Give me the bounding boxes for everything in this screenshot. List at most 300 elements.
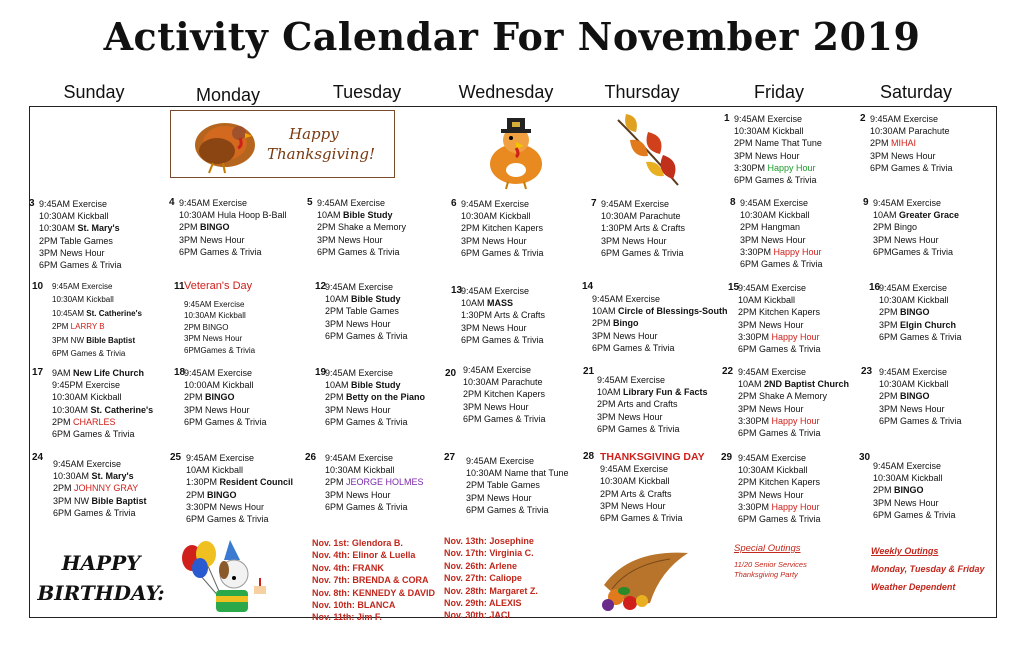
activity-text: 3PM News Hour (601, 235, 667, 246)
activity-text: 3PM News Hour (317, 234, 383, 245)
activity-text: 2PM (186, 489, 208, 500)
activity-line (597, 374, 708, 386)
day-number: 10 (32, 281, 44, 292)
activity-text: 10AM (461, 298, 488, 309)
activity-line (463, 401, 546, 413)
birthday-list-2 (444, 535, 538, 622)
day-header-saturday: Saturday (879, 82, 953, 102)
activity-line (738, 319, 821, 331)
activity-text: 10:30AM Kickball (600, 476, 670, 487)
activity-highlight: Happy Hour (767, 162, 816, 173)
activity-line (184, 310, 255, 322)
activity-line (738, 331, 821, 343)
activity-highlight: JEORGE HOLMES (346, 477, 424, 488)
activity-line (600, 512, 705, 524)
activity-line (601, 222, 685, 234)
birthday-entry: Nov. 8th: KENNEDY & DAVID (312, 587, 436, 598)
activity-line (601, 235, 685, 247)
activity-line (317, 209, 406, 221)
activity-text: 10:30AM Kickball (461, 211, 531, 222)
day-number: 22 (722, 366, 734, 377)
activity-text: 6PM Games & Trivia (39, 260, 122, 271)
activity-text: 3PM News Hour (179, 234, 245, 245)
activity-line (39, 222, 122, 234)
activity-highlight: BINGO (900, 307, 930, 318)
activity-line (873, 484, 956, 496)
activity-text: 3PM News Hour (184, 404, 250, 415)
activity-text: 10:30AM Kickball (52, 392, 122, 403)
activity-text: 6PM Games & Trivia (463, 413, 546, 424)
activity-highlight: BINGO (207, 489, 237, 500)
activity-line (184, 416, 267, 428)
activity-text: 10AM Kickball (738, 295, 796, 306)
activity-line (879, 378, 962, 390)
activity-text: 9:45AM Exercise (601, 199, 670, 209)
holiday-label: Veteran's Day (184, 280, 253, 292)
activity-line (317, 246, 406, 258)
activity-text: 6PM Games & Trivia (597, 423, 680, 434)
activity-line (39, 210, 122, 222)
activity-line (873, 234, 959, 246)
day-number: 13 (451, 285, 463, 296)
activity-line (879, 331, 962, 343)
activity-text: 2PM BINGO (184, 322, 229, 332)
activity-line (461, 247, 544, 259)
activity-line (740, 221, 823, 233)
activity-text: 3PM News Hour (738, 403, 804, 414)
activity-line (466, 467, 569, 479)
activity-line (601, 210, 685, 222)
activity-text: 6PM Games & Trivia (870, 162, 953, 173)
activity-line (592, 293, 728, 305)
activity-line (179, 246, 287, 258)
activity-line (184, 367, 267, 379)
activity-text: 9:45AM Exercise (600, 464, 669, 475)
activity-line (186, 452, 293, 464)
activity-text: 9:45AM Exercise (879, 367, 948, 377)
day-number: 7 (591, 198, 597, 209)
activity-highlight: MASS (487, 298, 514, 309)
activity-text: 2PM Hangman (740, 222, 801, 233)
activity-text: 3PM News Hour (879, 403, 945, 414)
activity-text: 9:45AM Exercise (734, 114, 803, 124)
birthday-list-1 (312, 537, 435, 624)
activity-highlight: Library Fun & Facts (623, 387, 708, 398)
activity-text: 3PM News Hour (597, 411, 663, 422)
activity-line (740, 197, 823, 209)
activity-text: 2PM (879, 307, 901, 318)
activity-line (738, 403, 849, 415)
day-number: 8 (730, 197, 736, 208)
day-number: 27 (444, 452, 456, 463)
activity-line (600, 475, 705, 487)
day-number: 23 (861, 366, 873, 377)
activity-text: 6PM Games & Trivia (734, 175, 817, 186)
activity-text: 3PM NW (53, 495, 92, 506)
activity-highlight: St. Catherine's (86, 308, 142, 318)
activity-line (325, 452, 424, 464)
activity-text: 10:30AM Kickball (879, 379, 949, 390)
activity-line (52, 404, 153, 416)
activity-line (600, 500, 705, 512)
activity-line (879, 294, 962, 306)
activity-line (186, 464, 293, 476)
day-cell-20 (445, 364, 546, 425)
activity-line (597, 386, 708, 398)
day-number: 2 (860, 113, 866, 124)
activity-text: 3PM News Hour (39, 247, 105, 258)
activity-text: 3PM News Hour (873, 234, 939, 245)
activity-text: 6PMGames & Trivia (873, 246, 954, 257)
activity-line (53, 482, 147, 494)
day-number: 29 (721, 452, 733, 463)
activity-line (325, 367, 425, 379)
activity-line (184, 404, 267, 416)
activity-text: 6PM Games & Trivia (740, 259, 823, 270)
day-header-sunday: Sunday (63, 82, 125, 102)
activity-line (734, 125, 822, 137)
activity-text: 10:30AM Kickball (740, 210, 810, 221)
activity-line (461, 222, 544, 234)
day-number: 18 (174, 367, 186, 378)
day-cell-22 (722, 366, 850, 439)
day-cell-26 (305, 452, 424, 513)
activity-text: 6PM Games & Trivia (466, 504, 549, 515)
activity-text: 6PMGames & Trivia (184, 345, 256, 355)
day-header-tuesday: Tuesday (332, 82, 402, 102)
special-outings-line1: 11/20 Senior Services (734, 560, 807, 569)
activity-line (317, 221, 406, 233)
activity-text: 10AM (738, 379, 765, 390)
activity-text: 10AM (597, 387, 624, 398)
activity-text: 10:30AM (39, 223, 78, 234)
activity-text: 2PM (325, 477, 347, 488)
activity-text: 9:45PM Exercise (52, 380, 121, 391)
activity-text: 6PM Games & Trivia (879, 331, 962, 342)
activity-text: 10:30AM Kickball (879, 295, 949, 306)
day-number: 1 (724, 113, 730, 124)
day-number: 12 (315, 281, 327, 292)
activity-text: 2PM (53, 483, 75, 494)
activity-text: 9:45AM Exercise (184, 299, 245, 309)
activity-line (52, 334, 142, 347)
day-number: 28 (583, 451, 595, 462)
pilgrim-turkey-icon (480, 112, 552, 190)
activity-text: 9:45AM Exercise (186, 453, 255, 463)
birthday-dog-balloons-icon (180, 538, 280, 618)
birthday-entry: Nov. 11th: Jim F. (312, 612, 382, 623)
day-cell-24 (32, 452, 147, 519)
activity-text: 2PM (873, 485, 895, 496)
activity-line (466, 504, 569, 516)
activity-line (873, 209, 959, 221)
birthday-entry: Nov. 17th: Virginia C. (444, 548, 534, 559)
activity-line (186, 513, 293, 525)
birthday-entry: Nov. 30th: JACI (444, 610, 510, 621)
activity-line (734, 174, 822, 186)
activity-line (870, 113, 953, 125)
activity-text: 9:45AM Exercise (873, 461, 942, 471)
activity-text: 6PM Games & Trivia (179, 246, 262, 257)
day-cell-9 (863, 197, 960, 258)
activity-text: 3PM News Hour (325, 404, 391, 415)
birthday-entry: Nov. 1st: Glendora B. (312, 538, 403, 548)
activity-highlight: Circle of Blessings-South (618, 306, 728, 317)
activity-line (873, 221, 959, 233)
activity-text: 2PM Kitchen Kapers (738, 477, 821, 488)
activity-text: 10:30AM (52, 404, 91, 415)
activity-text: 3:30PM (738, 501, 772, 512)
activity-highlight: Betty on the Piano (346, 392, 426, 403)
birthday-entry: Nov. 26th: Arlene (444, 560, 518, 571)
activity-line (461, 322, 545, 334)
day-number: 5 (307, 197, 313, 208)
activity-line (738, 501, 821, 513)
activity-text: 3PM News Hour (325, 318, 391, 329)
day-cell-2 (860, 113, 953, 174)
activity-text: 9:45AM Exercise (738, 367, 807, 377)
activity-text: 2PM Bingo (873, 222, 918, 233)
activity-line (461, 198, 544, 210)
activity-text: 6PM Games & Trivia (738, 514, 821, 525)
activity-text: 9:45AM Exercise (325, 282, 394, 292)
activity-line (39, 259, 122, 271)
activity-text: 6PM Games & Trivia (52, 429, 135, 440)
activity-text: 6PM Games & Trivia (738, 428, 821, 439)
activity-text: 10AM (592, 306, 619, 317)
activity-text: 6PM Games & Trivia (325, 416, 408, 427)
special-outings-heading: Special Outings (734, 543, 801, 554)
activity-line (53, 495, 147, 507)
activity-text: 10:30AM Hula Hoop B-Ball (179, 210, 287, 221)
activity-text: 9:45AM Exercise (873, 198, 942, 208)
day-number: 30 (859, 452, 871, 463)
activity-highlight: Bible Baptist (86, 335, 136, 345)
activity-line (52, 280, 142, 293)
day-cell-11 (174, 280, 256, 357)
activity-line (184, 299, 255, 311)
activity-text: 10:45AM (52, 308, 87, 318)
activity-text: 6PM Games & Trivia (317, 246, 400, 257)
activity-line (461, 235, 544, 247)
activity-line (734, 137, 822, 149)
activity-text: 9:45AM Exercise (184, 368, 253, 378)
happy-birthday-line1: HAPPY (61, 551, 141, 575)
activity-line (53, 470, 147, 482)
activity-text: 2PM Arts & Crafts (600, 488, 672, 499)
activity-text: 9:45AM Exercise (879, 283, 948, 293)
activity-line (879, 319, 962, 331)
activity-text: 10:30AM Parachute (463, 377, 543, 388)
day-cell-13 (451, 285, 546, 346)
activity-text: 2PM Table Games (466, 480, 540, 491)
day-number: 19 (315, 367, 327, 378)
activity-text: 10:30AM Name that Tune (466, 468, 569, 479)
day-cell-6 (451, 198, 544, 259)
activity-text: 9:45AM Exercise (466, 456, 535, 466)
day-number: 20 (445, 368, 457, 379)
activity-highlight: CHARLES (73, 416, 116, 427)
activity-line (317, 234, 406, 246)
activity-text: 2PM (52, 416, 74, 427)
activity-text: 10AM (317, 210, 344, 221)
activity-line (325, 464, 424, 476)
weekly-outings-line2: Weather Dependent (871, 582, 956, 592)
activity-line (52, 416, 153, 428)
activity-highlight: BINGO (200, 222, 230, 233)
activity-line (463, 376, 546, 388)
activity-line (879, 282, 962, 294)
activity-line (53, 458, 147, 470)
birthday-entry: Nov. 7th: BRENDA & CORA (312, 575, 429, 586)
day-number: 14 (582, 281, 594, 292)
activity-highlight: Greater Grace (899, 210, 960, 221)
activity-line (597, 423, 708, 435)
activity-line (740, 258, 823, 270)
activity-text: 6PM Games & Trivia (52, 349, 126, 359)
day-cell-25 (170, 452, 294, 525)
day-cell-3 (29, 198, 122, 271)
activity-text: 2PM (870, 138, 892, 149)
activity-line (597, 398, 708, 410)
day-number: 4 (169, 197, 175, 208)
activity-line (600, 463, 705, 475)
activity-highlight: Elgin Church (900, 319, 957, 330)
activity-highlight: Resident Council (219, 477, 294, 488)
activity-line (184, 333, 255, 345)
activity-line (740, 246, 823, 258)
activity-text: 3:30PM (734, 162, 768, 173)
day-cell-15 (728, 282, 821, 355)
activity-text: 6PM Games & Trivia (738, 344, 821, 355)
activity-line (734, 150, 822, 162)
activity-line (738, 378, 849, 390)
activity-text: 6PM Games & Trivia (184, 416, 267, 427)
activity-line (738, 294, 821, 306)
activity-text: 2PM Kitchen Kapers (461, 223, 544, 234)
activity-line (325, 318, 408, 330)
activity-line (738, 513, 821, 525)
activity-highlight: St. Catherine's (90, 404, 154, 415)
activity-text: 2PM Table Games (39, 235, 113, 246)
activity-line (325, 330, 408, 342)
activity-text: 3PM News Hour (734, 150, 800, 161)
activity-line (738, 464, 821, 476)
weekly-outings (871, 542, 985, 596)
activity-line (52, 391, 153, 403)
special-outings-line2: Thanksgiving Party (734, 570, 798, 579)
activity-text: 3:30PM (738, 331, 772, 342)
activity-line (39, 198, 122, 210)
activity-text: 9:45AM Exercise (52, 282, 113, 291)
activity-text: 10:30AM Kickball (184, 311, 246, 321)
day-number: 15 (728, 282, 740, 293)
activity-line (179, 221, 287, 233)
activity-text: 3:30PM (740, 246, 774, 257)
activity-line (592, 317, 728, 329)
activity-highlight: Happy Hour (771, 501, 820, 512)
activity-text: 1:30PM Arts & Crafts (461, 310, 546, 321)
activity-line (461, 297, 545, 309)
activity-line (52, 428, 153, 440)
day-number: 9 (863, 197, 869, 208)
activity-text: 9AM (52, 368, 74, 378)
activity-line (873, 460, 956, 472)
activity-line (873, 472, 956, 484)
activity-line (879, 390, 962, 402)
calendar-title: Activity Calendar For November 2019 (103, 14, 921, 59)
day-number: 17 (32, 367, 44, 378)
activity-line (463, 364, 546, 376)
activity-line (184, 391, 267, 403)
activity-text: 9:45AM Exercise (317, 198, 386, 208)
activity-text: 3PM News Hour (738, 319, 804, 330)
activity-line (879, 403, 962, 415)
activity-text: 6PM Games & Trivia (53, 507, 136, 518)
day-cell-18 (174, 367, 267, 428)
activity-text: 3PM News Hour (738, 489, 804, 500)
activity-line (738, 452, 821, 464)
activity-line (52, 379, 153, 391)
autumn-leaves-icon (608, 110, 688, 190)
day-header-monday: Monday (195, 85, 261, 105)
activity-highlight: Bible Study (351, 294, 401, 305)
activity-text: 3:30PM News Hour (186, 501, 265, 512)
activity-highlight: New Life Church (73, 368, 145, 378)
activity-text: 9:45AM Exercise (738, 453, 807, 463)
activity-text: 10:00AM Kickball (184, 380, 254, 391)
activity-text: 10:30AM Kickball (873, 473, 943, 484)
birthday-entry: Nov. 28th: Margaret Z. (444, 585, 538, 596)
activity-line (738, 306, 821, 318)
activity-line (179, 234, 287, 246)
day-cell-8 (730, 197, 823, 270)
day-cell-10 (32, 280, 142, 360)
activity-text: 10:30AM (53, 471, 92, 482)
activity-line (592, 342, 728, 354)
day-cell-12 (315, 281, 408, 342)
activity-line (879, 415, 962, 427)
activity-line (466, 492, 569, 504)
activity-line (873, 497, 956, 509)
activity-text: 3PM News Hour (740, 234, 806, 245)
activity-line (325, 501, 424, 513)
activity-text: 2PM Name That Tune (734, 138, 822, 149)
day-cell-19 (315, 367, 426, 428)
activity-line (325, 489, 424, 501)
day-cell-4 (169, 197, 287, 258)
activity-text: 3PM News Hour (463, 401, 529, 412)
activity-text: 9:45AM Exercise (463, 365, 532, 375)
activity-text: 10:30AM Parachute (601, 211, 681, 222)
activity-line (870, 125, 953, 137)
activity-highlight: St. Mary's (77, 223, 120, 234)
activity-line (461, 334, 545, 346)
activity-highlight: St. Mary's (91, 471, 134, 482)
activity-text: 10:30AM Kickball (734, 126, 804, 137)
activity-text: 3PM News Hour (466, 492, 532, 503)
activity-text: 9:45AM Exercise (870, 114, 939, 124)
activity-line (873, 246, 959, 258)
activity-line (601, 198, 685, 210)
activity-line (461, 210, 544, 222)
day-number: 25 (170, 452, 182, 463)
activity-text: 6PM Games & Trivia (186, 514, 269, 525)
activity-line (738, 390, 849, 402)
activity-line (325, 293, 408, 305)
activity-text: 6PM Games & Trivia (601, 247, 684, 258)
activity-text: 3PM News Hour (184, 334, 243, 344)
